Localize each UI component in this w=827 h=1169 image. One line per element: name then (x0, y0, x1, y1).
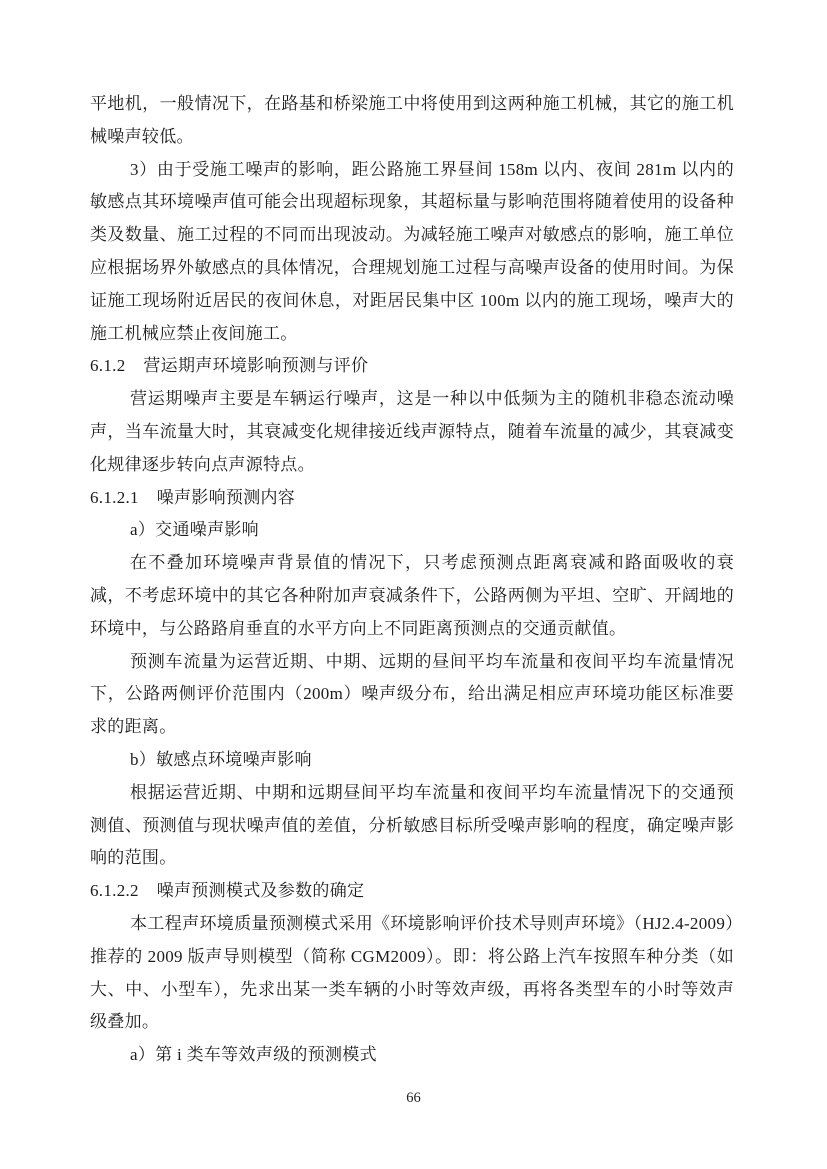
paragraph-construction-noise-impact: 3）由于受施工噪声的影响，距公路施工界昼间 158m 以内、夜间 281m 以内的敏感点其环境噪声值可能会出现超标现象，其超标量与影响范围将随着使用的设备种类及数量、施工过程的不同而出现波动。为减轻施工噪声对敏感点的影响，施工单位应根据场界外敏感点的具体情况，合理规划施工过程与高噪声设备的使用时间。为保证施工现场附近居民的夜间休息，对距居民集中区 100m 以内的施工现场，噪声大的施工机械应禁止夜间施工。 (90, 159, 734, 343)
page-number: 66 (406, 1090, 421, 1106)
section-heading-6-1-2-2 (90, 875, 734, 908)
paragraph-continuation-machinery-noise: 平地机，一般情况下，在路基和桥梁施工中将使用到这两种施工机械，其它的施工机械噪声较低。 (90, 94, 734, 146)
section-number: 6.1.2 (90, 356, 126, 376)
list-item-a-vehicle-class-model: a）第 i 类车等效声级的预测模式 (130, 1045, 377, 1065)
paragraph-prediction-conditions: 在不叠加环境噪声背景值的情况下，只考虑预测点距离衰减和路面吸收的衰减，不考虑环境中的其它各种附加声衰减条件下，公路两侧为平坦、空旷、开阔地的环境中，与公路路肩垂直的水平方向上不同距离预测点的交通贡献值。 (90, 553, 734, 638)
section-title: 营运期声环境影响预测与评价 (143, 356, 369, 376)
section-heading-6-1-2 (90, 350, 734, 383)
section-number: 6.1.2.2 (90, 881, 139, 901)
list-item-b-sensitive-points: b）敏感点环境噪声影响 (130, 749, 312, 769)
list-item-a-traffic-noise: a）交通噪声影响 (130, 520, 259, 540)
paragraph-prediction-model-cgm2009: 本工程声环境质量预测模式采用《环境影响评价技术导则声环境》（HJ2.4-2009）推荐的 2009 版声导则模型（简称 CGM2009）。即：将公路上汽车按照车种分类（如大、中、小型车），先求出某一类车辆的小时等效声级，再将各类型车的小时等效声级叠加。 (90, 913, 734, 1032)
section-number: 6.1.2.1 (90, 487, 139, 507)
section-title: 噪声预测模式及参数的确定 (156, 881, 365, 901)
paragraph-operation-noise-character: 营运期噪声主要是车辆运行噪声，这是一种以中低频为主的随机非稳态流动噪声，当车流量大时，其衰减变化规律接近线声源特点，随着车流量的减少，其衰减变化规律逐步转向点声源特点。 (90, 389, 734, 474)
paragraph-sensitive-target-analysis: 根据运营近期、中期和远期昼间平均车流量和夜间平均车流量情况下的交通预测值、预测值与现状噪声值的差值，分析敏感目标所受噪声影响的程度，确定噪声影响的范围。 (90, 782, 734, 868)
paragraph-traffic-volume-prediction: 预测车流量为运营近期、中期、远期的昼间平均车流量和夜间平均车流量情况下，公路两侧评价范围内（200m）噪声级分布，给出满足相应声环境功能区标准要求的距离。 (90, 651, 734, 737)
section-title: 噪声影响预测内容 (156, 487, 296, 507)
page-body (90, 88, 734, 1072)
section-heading-6-1-2-1 (90, 482, 734, 515)
